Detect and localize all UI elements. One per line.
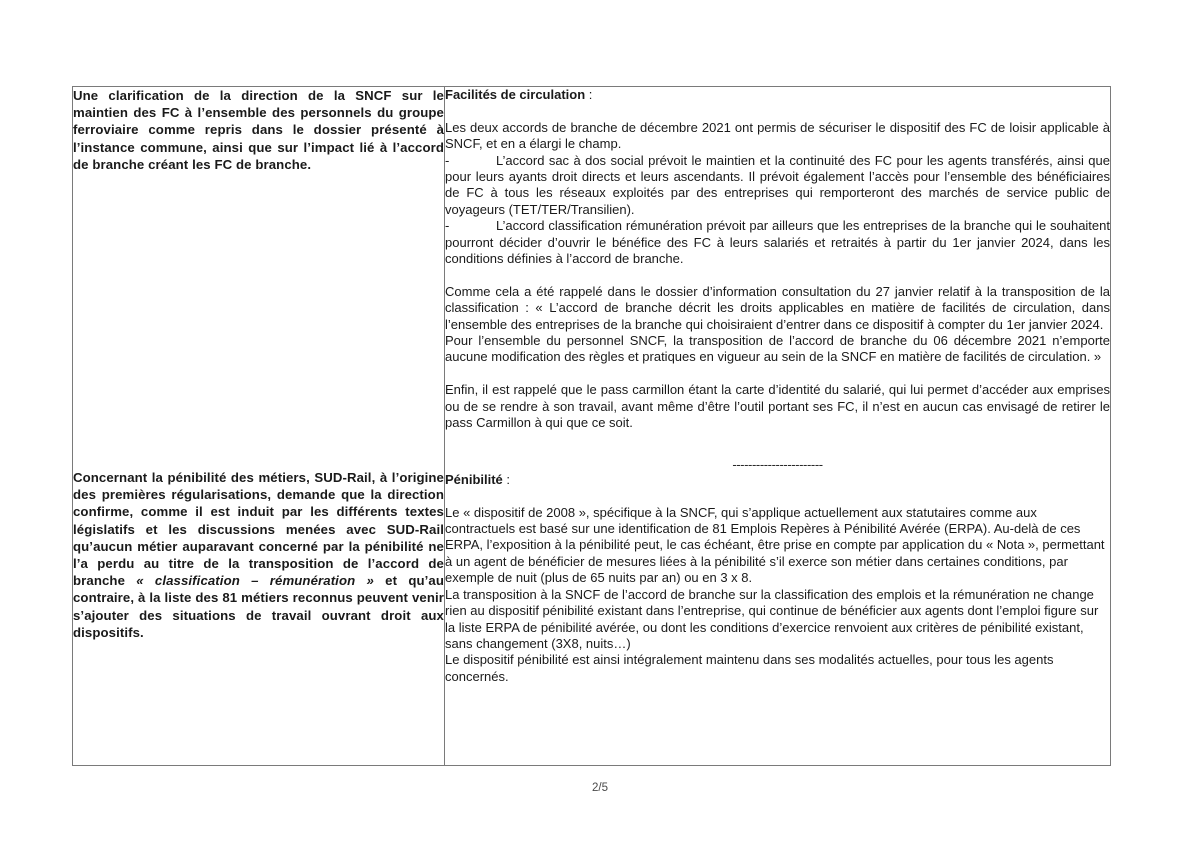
blank-line — [445, 431, 1110, 447]
blank-line — [445, 366, 1110, 382]
blank-line — [445, 103, 1110, 119]
left-column-cell — [73, 87, 445, 766]
bullet-item-sac-a-dos — [445, 153, 1110, 219]
blank-line — [445, 267, 1110, 283]
right-column-cell — [445, 87, 1111, 766]
heading-penibilite-text: Pénibilité — [445, 471, 503, 487]
left-column-spacer — [73, 173, 444, 469]
heading-penibilite — [445, 472, 1110, 488]
paragraph-pass-carmillon: Enfin, il est rappelé que le pass carmillon étant la carte d’identité du salarié, qui lui permet d’accéder aux emprises ou de se rendre à son travail, avant même d’être l’outil portant ses FC, il n’est en aucun cas envisagé de retirer le pass Carmillon à qui que ce soit. — [445, 382, 1110, 431]
heading-facilites-colon: : — [585, 87, 593, 102]
left-paragraph-clarification: Une clarification de la direction de la SNCF sur le maintien des FC à l’ensemble des personnels du groupe ferroviaire comme repris dans le dossier présenté à l’instance commune, ainsi que sur l’impact lié à l’accord de branche créant les FC de branche. — [73, 88, 444, 172]
heading-penibilite-colon: : — [502, 471, 511, 487]
blank-line — [445, 448, 1110, 457]
left-paragraph-penibilite — [73, 469, 444, 641]
bullet-dash-marker: - — [445, 152, 450, 168]
content-table — [72, 86, 1111, 766]
paragraph-dossier-information: Comme cela a été rappelé dans le dossier d’information consultation du 27 janvier relatif à la transposition de la classification : « L’accord de branche décrit les droits applicables en matière de facilités de circulation, dans l’ensemble des entreprises de la branche qui choisiraient d’entrer dans ce dispositif à compter du 1er janvier 2024. — [445, 283, 1110, 332]
table-row — [73, 87, 1111, 766]
bullet-item-sac-a-dos-text: L’accord sac à dos social prévoit le maintien et la continuité des FC pour les agents transférés, ainsi que pour leurs ayants droit directs et leurs ascendants. Il prévoit également l’accès pour l’ensemble des bénéficiaires de FC à tous les réseaux exploités par des entreprises qui remporteront des marchés de service public de voyageurs (TET/TER/Transilien). — [445, 152, 1110, 217]
left-paragraph-penibilite-part2: et qu’au contraire, à la liste des 81 métiers reconnus peuvent venir s’ajouter des situations de travail ouvrant droit aux dispositifs. — [73, 573, 445, 640]
paragraph-dispositif-maintenu: Le dispositif pénibilité est ainsi intégralement maintenu dans ses modalités actuelles, pour tous les agents concernés. — [445, 652, 1054, 684]
left-paragraph-penibilite-part1: Concernant la pénibilité des métiers, SUD-Rail, à l’origine des premières régularisations, demande que la direction confirme, comme il est induit par les différents textes législatifs et les discussions menées avec SUD-Rail qu’aucun métier auparavant concerné par la pénibilité ne l’a perdu au titre de la transposition de l’accord de branche — [73, 470, 444, 589]
bullet-dash-marker: - — [445, 218, 450, 234]
section-separator: ----------------------- — [732, 456, 823, 472]
heading-facilites-text: Facilités de circulation — [445, 87, 586, 102]
page-number: 2/5 — [592, 782, 608, 794]
left-paragraph-penibilite-italic: « classification – rémunération » — [136, 573, 374, 589]
paragraph-transposition-sncf: La transposition à la SNCF de l’accord de branche sur la classification des emplois et la rémunération ne change rien au dispositif pénibilité existant dans l’entreprise, qui continue de bénéficier aux agents dont l’emploi figure sur la liste ERPA de pénibilité avérée, ou dont les conditions d’exercice renvoient aux critères de pénibilité existant, sans changement (3X8, nuits…) — [445, 586, 1099, 651]
bullet-item-classification — [445, 218, 1110, 267]
blank-line — [445, 488, 1110, 504]
paragraph-dispositif-2008: Le « dispositif de 2008 », spécifique à la SNCF, qui s’applique actuellement aux statutaires comme aux contractuels est basé sur une identification de 81 Emplois Repères à Pénibilité Avérée (ERPA). Au-delà de ces ERPA, l’exposition à la pénibilité peut, le cas échéant, être prise en compte par application du « Nota », permettant à un agent de bénéficier de mesures liées à la pénibilité s’il exerce son métier dans certaines conditions, par exemple de nuit (plus de 65 nuits par an) ou en 3 x 8. — [445, 504, 1105, 586]
paragraph-personnel-sncf: Pour l’ensemble du personnel SNCF, la transposition de l’accord de branche du 06 décembre 2021 n’emporte aucune modification des règles et pratiques en vigueur au sein de la SNCF en matière de facilités de circulation. » — [445, 333, 1110, 365]
heading-facilites-de-circulation — [445, 87, 1110, 103]
paragraph-accords-branche: Les deux accords de branche de décembre 2021 ont permis de sécuriser le dispositif des FC de loisir applicable à SNCF, et en a élargi le champ. — [445, 119, 1110, 152]
bullet-item-classification-text: L’accord classification rémunération prévoit par ailleurs que les entreprises de la branche qui le souhaitent pourront décider d’ouvrir le bénéfice des FC à leurs salariés et retraités à partir du 1er janvier 2024, dans les conditions définies à l’accord de branche. — [445, 218, 1110, 267]
